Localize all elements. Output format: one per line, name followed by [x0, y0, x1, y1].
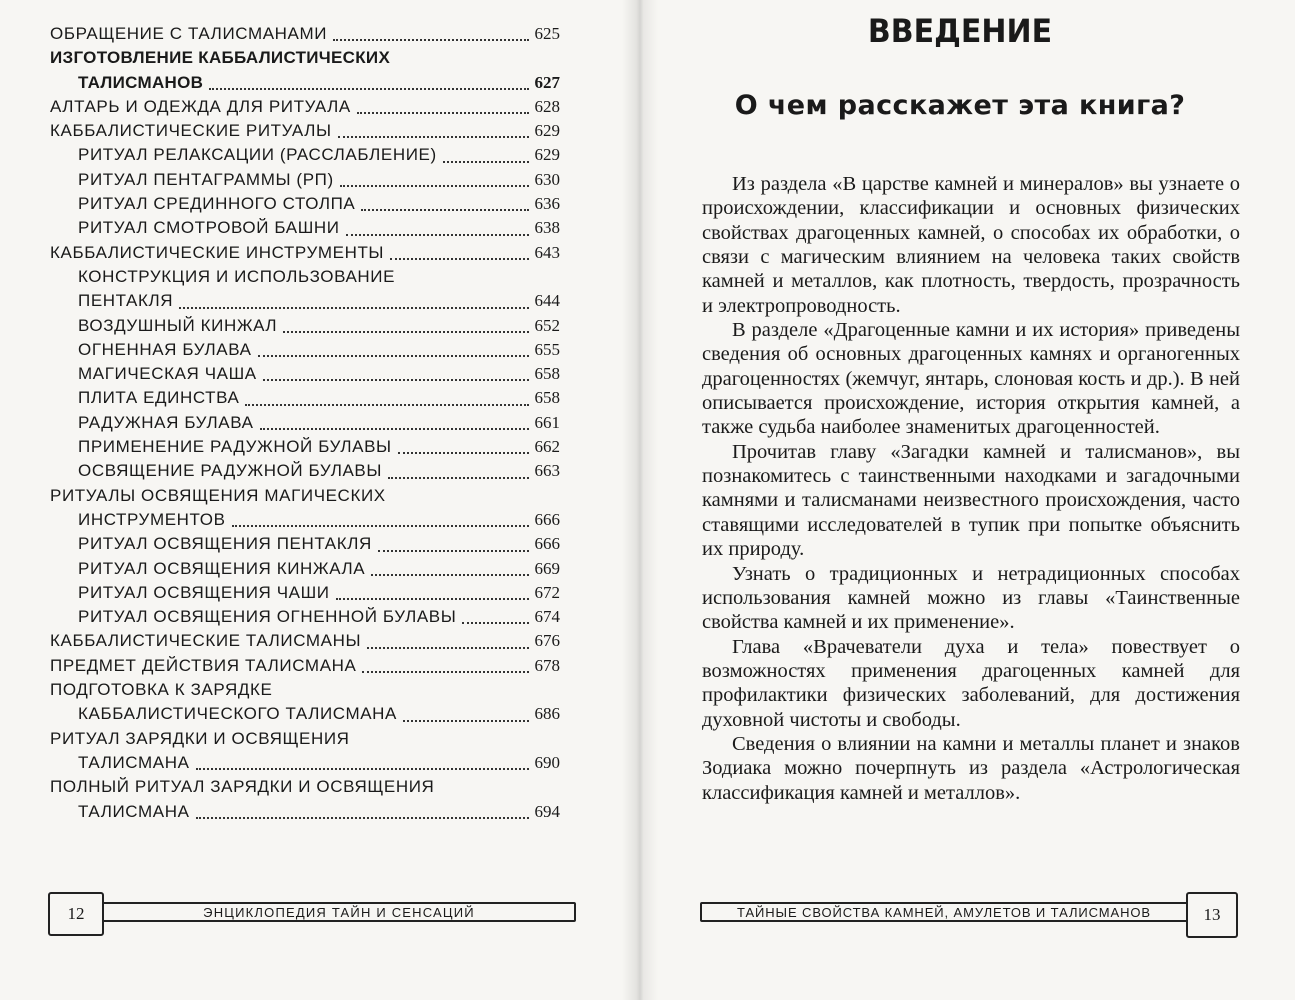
toc-entry: [50, 362, 560, 386]
toc-entry-title: ТАЛИСМАНОВ: [78, 72, 204, 92]
toc-entry: [50, 386, 560, 410]
toc-entry-page: 674: [534, 607, 560, 627]
toc-leader-dots: [283, 330, 528, 333]
toc-entry-page: 625: [534, 24, 560, 43]
toc-entry-title: РИТУАЛ ПЕНТАГРАММЫ (РП): [78, 169, 334, 189]
toc-entry-title: ОСВЯЩЕНИЕ РАДУЖНОЙ БУЛАВЫ: [78, 461, 383, 481]
toc-entry-title: РИТУАЛ СМОТРОВОЙ БАШНИ: [78, 218, 340, 238]
toc-entry-page: 678: [534, 655, 560, 675]
toc-entry-page: 658: [534, 364, 560, 384]
toc-entry: [50, 435, 560, 459]
toc-entry-title: ВОЗДУШНЫЙ КИНЖАЛ: [78, 315, 278, 335]
toc-leader-dots: [196, 767, 529, 770]
toc-entry-title: РИТУАЛ ЗАРЯДКИ И ОСВЯЩЕНИЯ: [50, 728, 350, 748]
toc-entry-page: 644: [534, 291, 560, 311]
toc-entry-page: 666: [534, 534, 560, 554]
paragraph: Глава «Врачеватели духа и тела» повествует о возможностях применения драгоценных камней для профилактики физических заболеваний, для достижения духовной чистоты и свободы.: [702, 635, 1240, 731]
toc-entry-page: 638: [534, 218, 560, 238]
toc-leader-dots: [336, 597, 529, 600]
toc-entry-title: ОБРАЩЕНИЕ С ТАЛИСМАНАМИ: [50, 24, 328, 43]
toc-entry: [50, 241, 560, 265]
toc-leader-dots: [245, 403, 528, 406]
toc-leader-dots: [443, 160, 529, 163]
toc-entry-title: ТАЛИСМАНА: [78, 801, 190, 821]
toc-entry: [50, 168, 560, 192]
section-subheading: О чем расскажет эта книга?: [734, 90, 1186, 121]
book-gutter: [622, 0, 658, 1000]
toc-entry: [50, 46, 560, 70]
toc-entry-title: КАББАЛИСТИЧЕСКИЕ ТАЛИСМАНЫ: [50, 631, 362, 651]
toc-entry: [50, 459, 560, 483]
paragraph: Узнать о традиционных и нетрадиционных способах использования камней можно из главы «Таинственные свойства камней и их применение».: [702, 562, 1240, 634]
toc-leader-dots: [263, 378, 529, 381]
toc-leader-dots: [333, 38, 528, 41]
toc-entry: [50, 581, 560, 605]
toc-entry: [50, 557, 560, 581]
toc-entry-page: 676: [534, 631, 560, 651]
toc-entry-page: 661: [534, 412, 560, 432]
toc-leader-dots: [403, 719, 529, 722]
toc-leader-dots: [179, 306, 528, 309]
toc-entry-page: 630: [534, 169, 560, 189]
toc-entry-page: 663: [534, 461, 560, 481]
toc-entry: [50, 289, 560, 313]
toc-leader-dots: [258, 354, 529, 357]
paragraph: Из раздела «В царстве камней и минералов» вы узнаете о происхождении, классификации и основных физических свойствах драгоценных камней, о способах их обработки, о связи с магическим влиянием на человека таких свойств камней и металлов, как плотность, твердость, прозрачность и электропроводность.: [702, 173, 1240, 317]
toc-leader-dots: [367, 646, 528, 649]
toc-entry-page: 627: [534, 72, 560, 92]
toc-entry-page: 662: [534, 437, 560, 457]
toc-entry: [50, 314, 560, 338]
toc-leader-dots: [388, 476, 528, 479]
toc-leader-dots: [378, 549, 529, 552]
toc-entry-title: КАББАЛИСТИЧЕСКИЕ ИНСТРУМЕНТЫ: [50, 242, 385, 262]
toc-entry-title: РАДУЖНАЯ БУЛАВА: [78, 412, 254, 432]
toc-entry-title: ПОДГОТОВКА К ЗАРЯДКЕ: [50, 680, 273, 700]
toc-entry: [50, 629, 560, 653]
toc-entry-title: АЛТАРЬ И ОДЕЖДА ДЛЯ РИТУАЛА: [50, 96, 351, 116]
toc-entry-page: 629: [534, 145, 560, 165]
toc-entry: [50, 727, 560, 751]
toc-entry: [50, 143, 560, 167]
toc-entry-title: РИТУАЛ ОСВЯЩЕНИЯ КИНЖАЛА: [78, 558, 366, 578]
toc-entry-title: КОНСТРУКЦИЯ И ИСПОЛЬЗОВАНИЕ: [78, 266, 396, 286]
toc-entry-page: 694: [534, 801, 560, 821]
toc-entry-title: РИТУАЛ РЕЛАКСАЦИИ (РАССЛАБЛЕНИЕ): [78, 145, 437, 165]
right-footer: [700, 892, 1240, 938]
toc-entry: [50, 411, 560, 435]
toc-entry: [50, 800, 560, 824]
body-text: [702, 172, 1240, 805]
chapter-heading: ВВЕДЕНИЕ: [867, 12, 1053, 51]
toc-entry-title: КАББАЛИСТИЧЕСКИЕ РИТУАЛЫ: [50, 121, 332, 141]
toc-entry: [50, 775, 560, 799]
toc-entry-title: ПОЛНЫЙ РИТУАЛ ЗАРЯДКИ И ОСВЯЩЕНИЯ: [50, 777, 435, 797]
toc-entry: [50, 702, 560, 726]
toc-entry: [50, 338, 560, 362]
toc-entry-title: ПЛИТА ЕДИНСТВА: [78, 388, 240, 408]
toc-leader-dots: [357, 111, 529, 114]
toc-leader-dots: [346, 233, 529, 236]
toc-entry-title: РИТУАЛ ОСВЯЩЕНИЯ ЧАШИ: [78, 582, 330, 602]
toc-entry-page: 643: [534, 242, 560, 262]
toc-entry: [50, 484, 560, 508]
left-page: [0, 0, 640, 1000]
table-of-contents: [50, 22, 560, 824]
left-page-number: 12: [48, 892, 104, 936]
left-footer: [48, 892, 580, 938]
left-running-title: ЭНЦИКЛОПЕДИЯ ТАЙН И СЕНСАЦИЙ: [102, 902, 576, 922]
toc-entry: [50, 95, 560, 119]
toc-entry-page: 686: [534, 704, 560, 724]
toc-entry: [50, 532, 560, 556]
toc-entry-page: 636: [534, 194, 560, 214]
toc-entry: [50, 654, 560, 678]
paragraph: В разделе «Драгоценные камни и их история» приведены сведения об основных драгоценных камнях и органогенных драгоценностях (жемчуг, янтарь, слоновая кость и др.). В ней описывается происхождение, история открытия камней, а также судьба наиболее знаменитых драгоценностей.: [702, 319, 1240, 439]
paragraph: Прочитав главу «Загадки камней и талисманов», вы познакомитесь с таинственными находками и загадочными камнями и талисманами неизвестного происхождения, часто ставящими исследователей в тупик при попытке объяснить их природу.: [702, 440, 1240, 561]
right-page-number: 13: [1186, 892, 1238, 938]
paragraph: Сведения о влиянии на камни и металлы планет и знаков Зодиака можно почерпнуть из раздела «Астрологическая классификация камней и металлов».: [702, 732, 1240, 804]
toc-entry: [50, 508, 560, 532]
toc-leader-dots: [340, 184, 529, 187]
toc-leader-dots: [462, 621, 528, 624]
toc-entry-title: МАГИЧЕСКАЯ ЧАША: [78, 364, 257, 384]
toc-entry: [50, 192, 560, 216]
toc-entry-page: 658: [534, 388, 560, 408]
toc-entry-title: ИЗГОТОВЛЕНИЕ КАББАЛИСТИЧЕСКИХ: [50, 48, 391, 68]
toc-entry-title: ТАЛИСМАНА: [78, 752, 190, 772]
toc-entry-page: 628: [534, 96, 560, 116]
toc-entry-page: 690: [534, 752, 560, 772]
toc-entry: [50, 119, 560, 143]
toc-entry-page: 629: [534, 121, 560, 141]
toc-entry-title: РИТУАЛ ОСВЯЩЕНИЯ ОГНЕННОЙ БУЛАВЫ: [78, 607, 457, 627]
toc-entry-title: РИТУАЛЫ ОСВЯЩЕНИЯ МАГИЧЕСКИХ: [50, 485, 386, 505]
toc-entry-page: 655: [534, 339, 560, 359]
right-running-title: ТАЙНЫЕ СВОЙСТВА КАМНЕЙ, АМУЛЕТОВ И ТАЛИСМАНОВ: [700, 902, 1188, 922]
toc-entry-page: 669: [534, 558, 560, 578]
toc-entry: [50, 265, 560, 289]
toc-entry: [50, 216, 560, 240]
toc-leader-dots: [232, 524, 529, 527]
toc-entry: [50, 71, 560, 95]
toc-leader-dots: [390, 257, 528, 260]
toc-leader-dots: [371, 573, 528, 576]
toc-entry-page: 666: [534, 509, 560, 529]
toc-leader-dots: [196, 816, 529, 819]
toc-entry-page: 672: [534, 582, 560, 602]
toc-leader-dots: [362, 670, 528, 673]
toc-leader-dots: [209, 87, 528, 90]
toc-entry: [50, 678, 560, 702]
toc-entry: [50, 751, 560, 775]
toc-entry-title: ПРЕДМЕТ ДЕЙСТВИЯ ТАЛИСМАНА: [50, 655, 357, 675]
toc-leader-dots: [361, 208, 528, 211]
toc-leader-dots: [260, 427, 529, 430]
toc-leader-dots: [398, 451, 529, 454]
toc-entry-title: РИТУАЛ СРЕДИННОГО СТОЛПА: [78, 194, 356, 214]
toc-entry-title: ИНСТРУМЕНТОВ: [78, 509, 226, 529]
toc-entry-title: КАББАЛИСТИЧЕСКОГО ТАЛИСМАНА: [78, 704, 397, 724]
toc-leader-dots: [338, 135, 529, 138]
toc-entry-title: ОГНЕННАЯ БУЛАВА: [78, 339, 252, 359]
toc-entry-title: РИТУАЛ ОСВЯЩЕНИЯ ПЕНТАКЛЯ: [78, 534, 372, 554]
toc-entry-page: 652: [534, 315, 560, 335]
toc-entry-title: ПЕНТАКЛЯ: [78, 291, 174, 311]
toc-entry: [50, 605, 560, 629]
toc-entry: [50, 22, 560, 46]
toc-entry-title: ПРИМЕНЕНИЕ РАДУЖНОЙ БУЛАВЫ: [78, 437, 392, 457]
